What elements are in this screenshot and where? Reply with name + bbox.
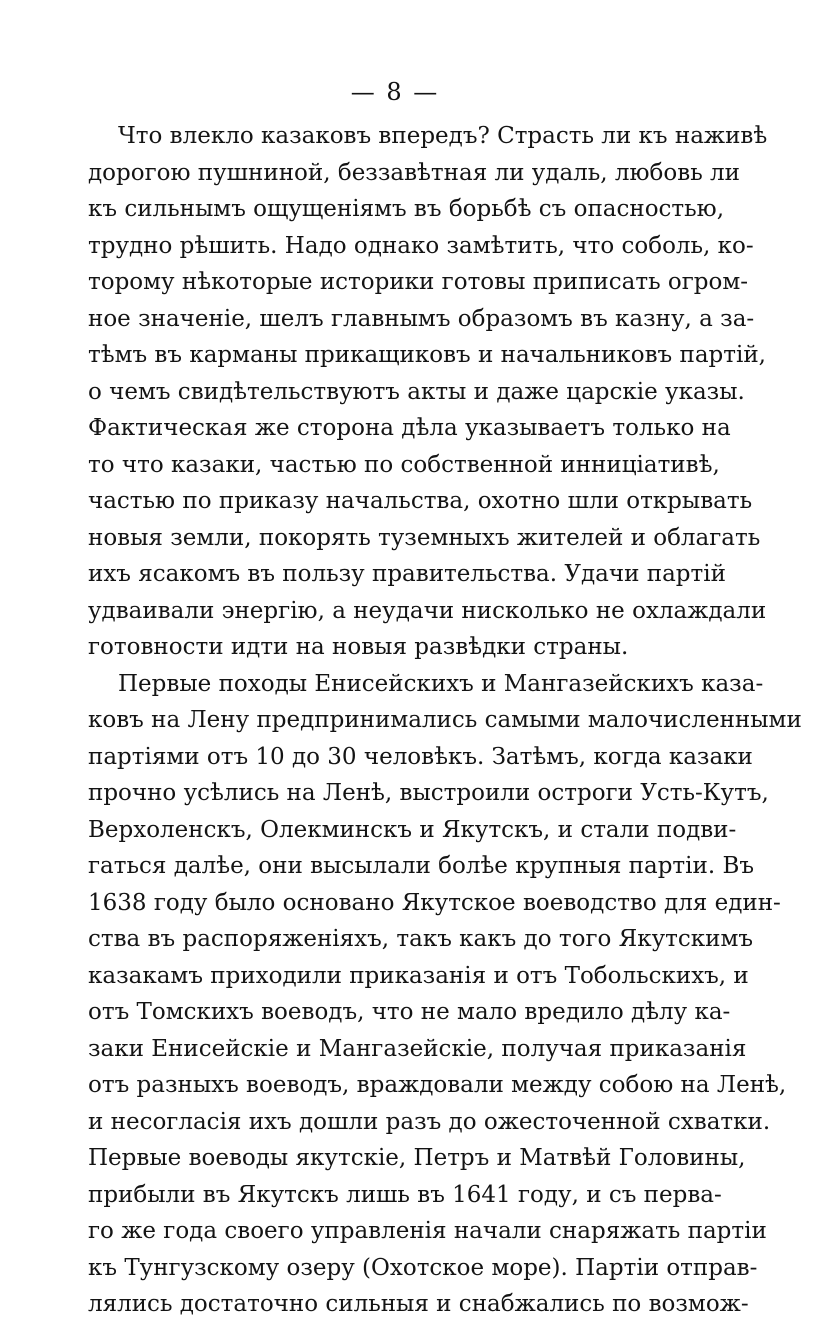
- text-line: партіями отъ 10 до 30 человѣкъ. Затѣмъ, когда казаки: [88, 743, 753, 770]
- text-line: го же года своего управленія начали снаряжать партіи: [88, 1218, 767, 1244]
- text-line: удваивали энергію, а неудачи нисколько не охлаждали: [88, 597, 767, 624]
- text-line: ства въ распоряженіяхъ, такъ какъ до того Якутскимъ: [88, 926, 753, 952]
- text-line: Первые походы Енисейскихъ и Мангазейскихъ каза-: [118, 670, 764, 697]
- text-line: торому нѣкоторые историки готовы приписать огром-: [88, 269, 749, 295]
- text-line: тѣмъ въ карманы прикащиковъ и начальниковъ партій,: [88, 342, 766, 368]
- text-line: гаться далѣе, они высылали болѣе крупныя партіи. Въ: [88, 853, 754, 879]
- text-line: трудно рѣшить. Надо однако замѣтить, что соболь, ко-: [88, 232, 754, 259]
- page-number: — 8 —: [350, 78, 440, 106]
- text-line: прочно усѣлись на Ленѣ, выстроили остроги Усть-Кутъ,: [88, 780, 769, 806]
- text-line: лялись достаточно сильныя и снабжались по возмож-: [88, 1291, 749, 1317]
- text-line: Первые воеводы якутскіе, Петръ и Матвѣй Головины,: [88, 1145, 746, 1171]
- text-line: частью по приказу начальства, охотно шли открывать: [88, 488, 753, 514]
- text-line: ное значеніе, шелъ главнымъ образомъ въ казну, а за-: [88, 305, 755, 332]
- body-text: [88, 118, 802, 1323]
- text-line: отъ разныхъ воеводъ, враждовали между собою на Ленѣ,: [88, 1072, 787, 1098]
- text-line: ихъ ясакомъ въ пользу правительства. Удачи партій: [88, 561, 726, 587]
- text-line: Фактическая же сторона дѣла указываетъ только на: [88, 415, 731, 441]
- text-line: прибыли въ Якутскъ лишь въ 1641 году, и съ перва-: [88, 1181, 722, 1208]
- text-line: то что казаки, частью по собственной инниціативѣ,: [88, 451, 720, 478]
- text-line: заки Енисейскіе и Мангазейскіе, получая приказанія: [88, 1035, 747, 1062]
- text-line: 1638 году было основано Якутское воеводство для един-: [88, 889, 781, 916]
- text-line: къ сильнымъ ощущеніямъ въ борьбѣ съ опасностью,: [88, 196, 725, 222]
- text-line: казакамъ приходили приказанія и отъ Тобольскихъ, и: [88, 962, 749, 989]
- text-line: Что влекло казаковъ впередъ? Страсть ли къ наживѣ: [118, 123, 768, 149]
- text-line: и несогласія ихъ дошли разъ до ожесточенной схватки.: [88, 1108, 771, 1135]
- text-line: Верхоленскъ, Олекминскъ и Якутскъ, и стали подви-: [88, 816, 737, 843]
- text-line: готовности идти на новыя развѣдки страны.: [88, 634, 629, 660]
- text-line: отъ Томскихъ воеводъ, что не мало вредило дѣлу ка-: [88, 999, 731, 1025]
- text-line: дорогою пушниной, беззавѣтная ли удаль, любовь ли: [88, 159, 740, 186]
- text-line: новыя земли, покорять туземныхъ жителей и облагать: [88, 524, 761, 551]
- text-line: къ Тунгузскому озеру (Охотское море). Партіи отправ-: [88, 1254, 758, 1281]
- text-line: о чемъ свидѣтельствуютъ акты и даже царскіе указы.: [88, 378, 745, 405]
- text-line: ковъ на Лену предпринимались самыми малочисленными: [88, 707, 802, 733]
